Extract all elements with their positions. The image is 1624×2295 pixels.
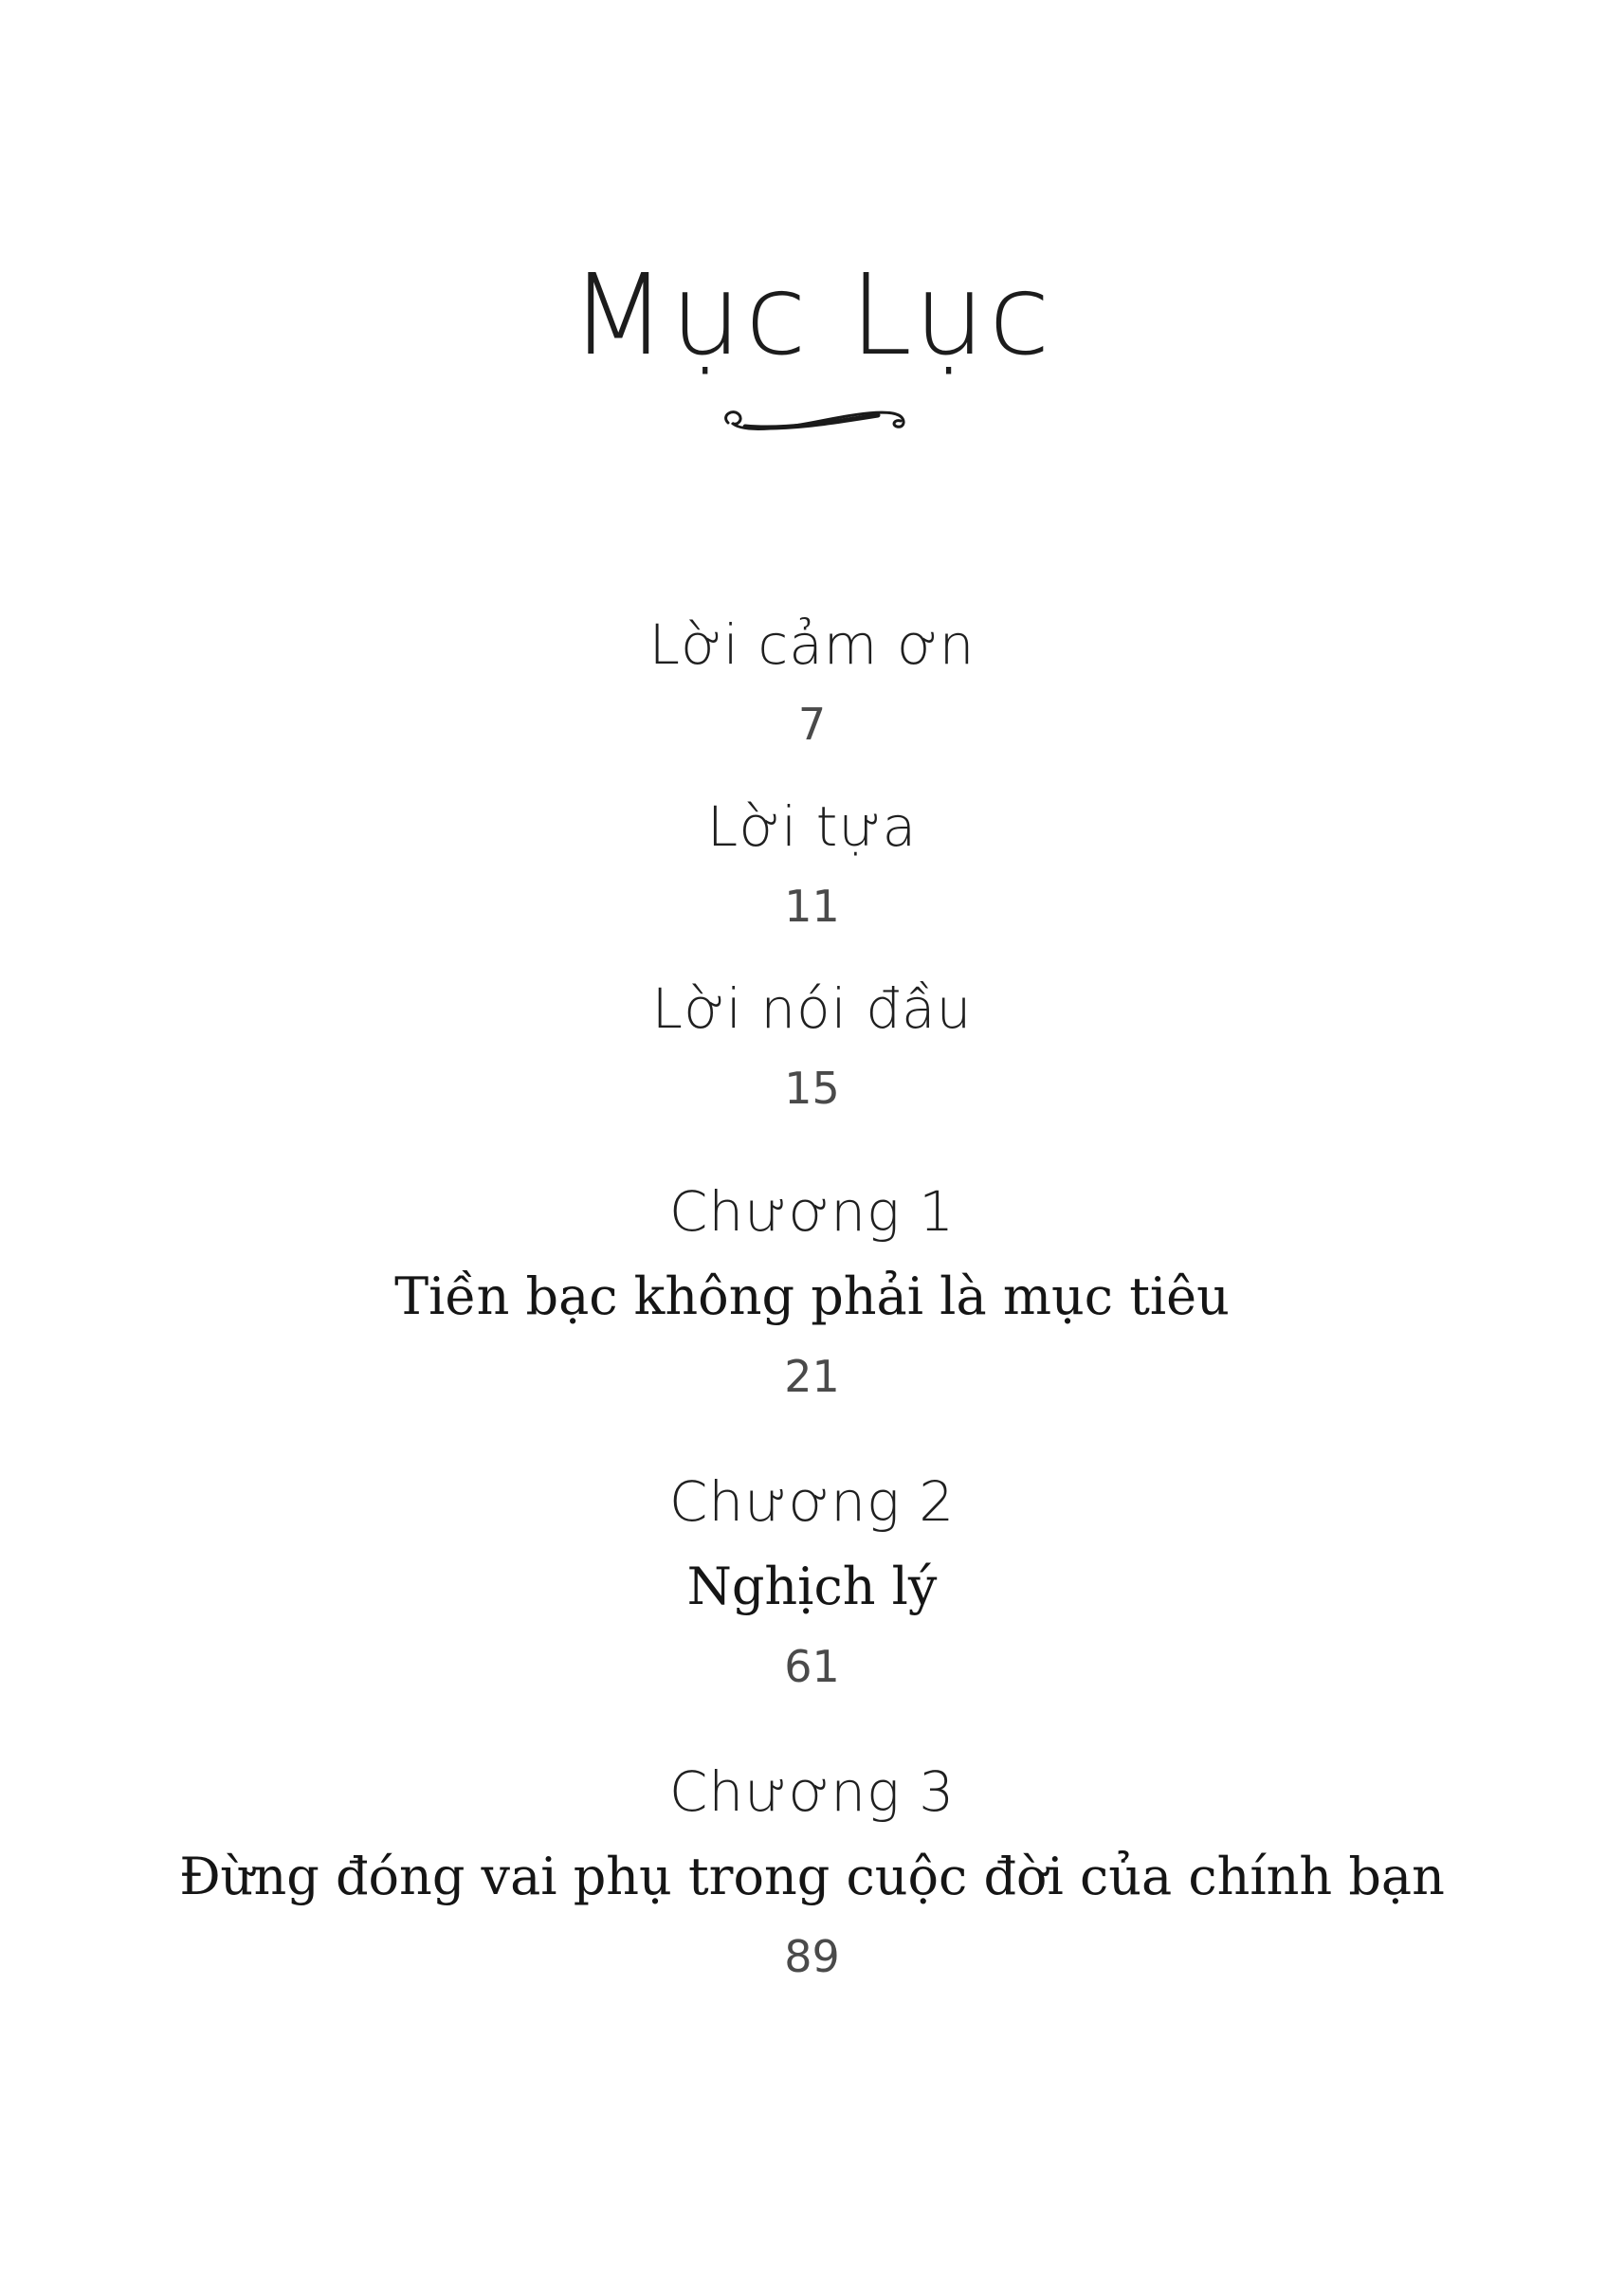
page-title: Mục Lục xyxy=(570,249,1054,380)
flourish-divider-icon xyxy=(717,398,916,446)
toc-entry-label: Lời nói đầu xyxy=(651,976,973,1041)
toc-entry[interactable] xyxy=(0,789,1624,935)
toc-entry-page-number: 15 xyxy=(784,1063,840,1114)
chapter-label: Chương 3 xyxy=(668,1759,956,1824)
toc-entry-page-number: 7 xyxy=(797,699,827,750)
toc-entry[interactable] xyxy=(0,607,1624,753)
toc-entry-page-number: 21 xyxy=(784,1351,840,1402)
toc-chapter-entry[interactable] xyxy=(0,1754,1624,1985)
toc-entry[interactable] xyxy=(0,971,1624,1117)
toc-entry-label: Lời cảm ơn xyxy=(648,612,976,677)
toc-entry-page-number: 11 xyxy=(784,881,840,932)
chapter-title: Đừng đóng vai phụ trong cuộc đời của chính bạn xyxy=(179,1847,1445,1906)
chapter-label: Chương 2 xyxy=(668,1469,956,1534)
toc-chapter-entry[interactable] xyxy=(0,1174,1624,1405)
toc-entry-page-number: 89 xyxy=(784,1931,840,1982)
chapter-label: Chương 1 xyxy=(668,1179,956,1244)
toc-chapter-entry[interactable] xyxy=(0,1464,1624,1695)
chapter-title: Tiền bạc không phải là mục tiêu xyxy=(394,1266,1230,1326)
chapter-title: Nghịch lý xyxy=(686,1557,938,1616)
toc-entry-page-number: 61 xyxy=(784,1641,840,1692)
toc-entry-label: Lời tựa xyxy=(706,794,918,859)
